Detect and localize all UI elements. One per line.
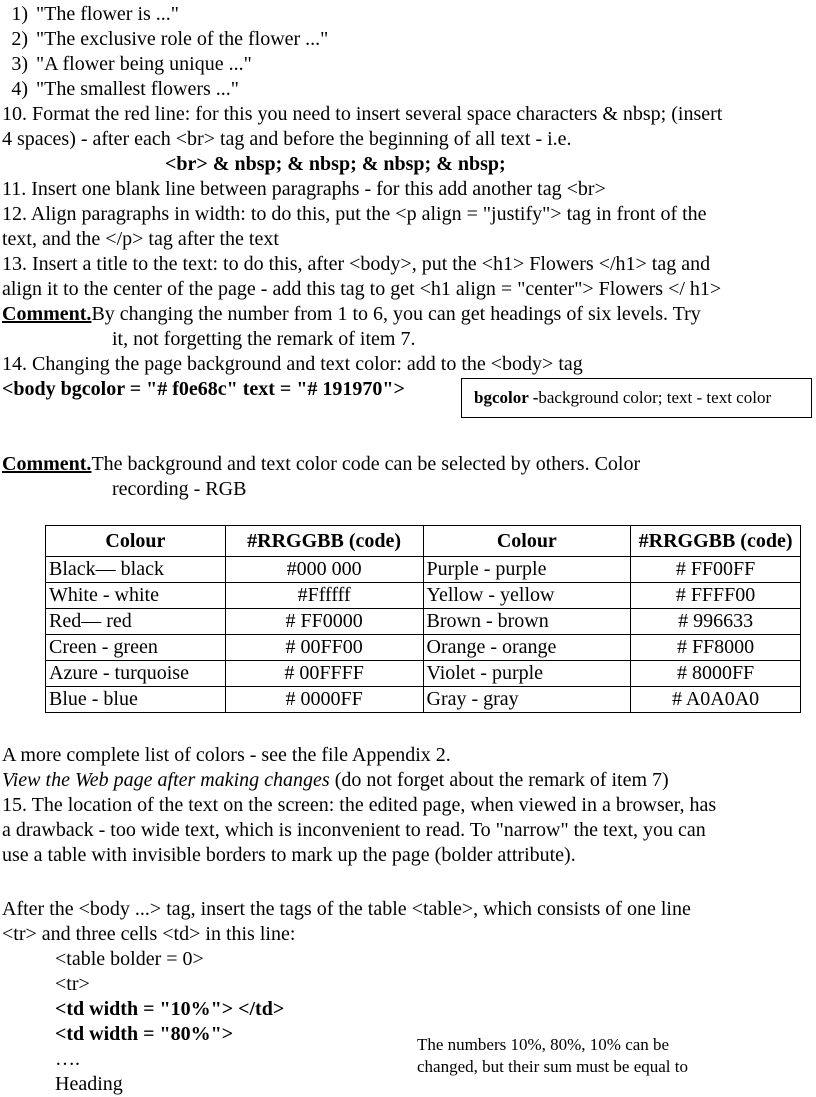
table-cell: Gray - gray [423, 687, 631, 713]
table-header: #RRGGBB (code) [225, 526, 423, 557]
note-box-bold: bgcolor - [474, 388, 539, 407]
comment1-line2: it, not forgetting the remark of item 7. [112, 328, 416, 350]
side-note-line2: changed, but their sum must be equal to [417, 1057, 688, 1076]
item14-code: <body bgcolor = "# f0e68c" text = "# 191970"> [2, 378, 405, 400]
item15-line2: a drawback - too wide text, which is inconvenient to read. To "narrow" the text, you can [2, 819, 706, 841]
code-line: …. [55, 1048, 80, 1070]
table-cell: Black— black [46, 557, 226, 583]
comment2-line1: Comment.The background and text color code can be selected by others. Color [2, 453, 641, 475]
table-row [46, 687, 801, 713]
code-line: <td width = "80%"> [55, 1023, 234, 1045]
table-cell: # A0A0A0 [631, 687, 801, 713]
table-cell: # FF00FF [631, 557, 801, 583]
code-line: <td width = "10%"> </td> [55, 998, 285, 1020]
table-row [46, 609, 801, 635]
table-cell: Red— red [46, 609, 226, 635]
item15-line3: use a table with invisible borders to mark up the page (bolder attribute). [2, 844, 576, 866]
item14-line1: 14. Changing the page background and text color: add to the <body> tag [2, 353, 583, 375]
table-cell: #Ffffff [225, 583, 423, 609]
table-cell: Yellow - yellow [423, 583, 631, 609]
list-item: 3) "A flower being unique ..." [11, 53, 252, 75]
table-row [46, 661, 801, 687]
comment1-label: Comment. [2, 303, 92, 325]
side-note-line1: The numbers 10%, 80%, 10% can be [417, 1035, 670, 1054]
table-cell: # 8000FF [631, 661, 801, 687]
table-cell: Blue - blue [46, 687, 226, 713]
item15-line1: 15. The location of the text on the screen: the edited page, when viewed in a browser, has [2, 794, 717, 816]
after-body-line2: <tr> and three cells <td> in this line: [2, 923, 296, 945]
table-cell: # 00FF00 [225, 635, 423, 661]
table-cell: # 00FFFF [225, 661, 423, 687]
note-box [461, 378, 812, 418]
table-cell: Purple - purple [423, 557, 631, 583]
item12-line2: text, and the </p> tag after the text [2, 228, 279, 250]
table-cell: # FF8000 [631, 635, 801, 661]
list-item: 1) "The flower is ..." [11, 3, 179, 25]
comment2-line2: recording - RGB [112, 478, 247, 500]
table-header: Colour [423, 526, 631, 557]
item13-line1: 13. Insert a title to the text: to do this, after <body>, put the <h1> Flowers </h1> tag and [2, 253, 711, 275]
table-cell: Creen - green [46, 635, 226, 661]
table-cell: Violet - purple [423, 661, 631, 687]
table-row [46, 635, 801, 661]
after-body-line1: After the <body ...> tag, insert the tags of the table <table>, which consists of one line [2, 898, 691, 920]
list-item: 4) "The smallest flowers ..." [11, 78, 239, 100]
table-cell: White - white [46, 583, 226, 609]
table-row [46, 557, 801, 583]
item13-line2: align it to the center of the page - add this tag to get <h1 align = "center"> Flowers </ h1> [2, 278, 722, 300]
after-table-line: A more complete list of colors - see the file Appendix 2. [2, 744, 451, 766]
item11: 11. Insert one blank line between paragraphs - for this add another tag <br> [2, 178, 606, 200]
table-cell: # FFFF00 [631, 583, 801, 609]
table-cell: # FF0000 [225, 609, 423, 635]
list-item: 2) "The exclusive role of the flower ..." [11, 28, 329, 50]
table-cell: # 0000FF [225, 687, 423, 713]
table-header-row [46, 526, 801, 557]
code-line: Heading [55, 1073, 123, 1095]
note-box-text: background color; text - text color [538, 388, 772, 407]
table-header: Colour [46, 526, 226, 557]
item10-code: <br> & nbsp; & nbsp; & nbsp; & nbsp; [165, 153, 506, 175]
color-table [45, 525, 801, 713]
comment1-line1: Comment.By changing the number from 1 to 6, you can get headings of six levels. Try [2, 303, 701, 325]
item10-line1: 10. Format the red line: for this you need to insert several space characters & nbsp; (insert [2, 103, 723, 125]
code-line: <table bolder = 0> [55, 948, 204, 970]
side-note [417, 1034, 688, 1078]
comment2-label: Comment. [2, 453, 92, 475]
table-cell: Azure - turquoise [46, 661, 226, 687]
table-row [46, 583, 801, 609]
table-cell: Brown - brown [423, 609, 631, 635]
table-cell: # 996633 [631, 609, 801, 635]
item12-line1: 12. Align paragraphs in width: to do this, put the <p align = "justify"> tag in front of the [2, 203, 707, 225]
table-header: #RRGGBB (code) [631, 526, 801, 557]
item10-line2: 4 spaces) - after each <br> tag and before the beginning of all text - i.e. [2, 128, 572, 150]
code-line: <tr> [55, 973, 90, 995]
table-cell: #000 000 [225, 557, 423, 583]
table-cell: Orange - orange [423, 635, 631, 661]
view-line: View the Web page after making changes (do not forget about the remark of item 7) [2, 769, 669, 791]
